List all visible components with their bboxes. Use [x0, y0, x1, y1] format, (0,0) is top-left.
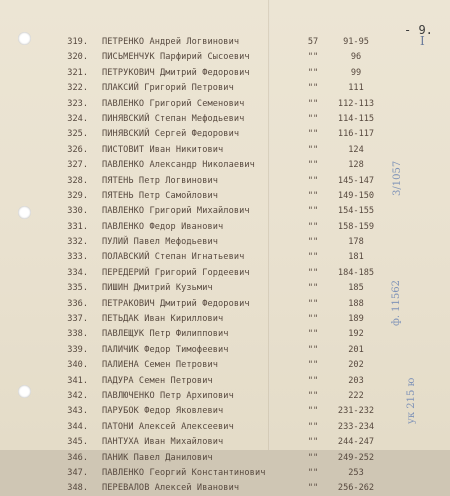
person-name: ПАВЛЕНКО Григорий Михайлович [102, 206, 250, 217]
record-row [0, 173, 450, 188]
record-row [0, 34, 450, 49]
sheet-range: 158-159 [337, 221, 375, 232]
record-row [0, 311, 450, 326]
person-name: ПИНЯВСКИЙ Сергей Федорович [102, 129, 240, 140]
sheet-range: 249-252 [337, 452, 375, 463]
volume-number: 57 [307, 37, 319, 47]
volume-number: "" [307, 252, 319, 263]
record-number: 327. [67, 160, 88, 171]
volume-number: "" [307, 129, 319, 140]
record-number: 332. [67, 237, 88, 248]
person-name: ПЕТРЕНКО Андрей Логвинович [102, 37, 240, 47]
record-row [0, 373, 450, 388]
volume-number: "" [307, 467, 319, 478]
person-name: ПАВЛЮЧЕНКО Петр Архипович [102, 390, 234, 401]
record-number: 323. [67, 98, 88, 109]
record-number: 348. [67, 483, 88, 494]
person-name: ПАРУБОК Федор Яковлевич [102, 406, 224, 417]
sheet-range: 256-262 [337, 483, 375, 494]
record-number: 346. [67, 452, 88, 463]
person-name: ПАВЛЕНКО Федор Иванович [102, 221, 224, 232]
record-row [0, 434, 450, 449]
record-number: 325. [67, 129, 88, 140]
record-row [0, 96, 450, 111]
sheet-range: 145-147 [337, 175, 375, 186]
record-number: 322. [67, 83, 88, 94]
person-name: ПАВЛЕНКО Александр Николаевич [102, 160, 255, 171]
record-row [0, 157, 450, 172]
record-list [0, 34, 450, 496]
record-row [0, 249, 450, 264]
record-row [0, 450, 450, 465]
record-row [0, 465, 450, 480]
handwritten-annotation: ук 215 ю [406, 377, 417, 424]
volume-number: "" [307, 67, 319, 78]
person-name: ПЯТЕНЬ Петр Логвинович [102, 175, 219, 186]
volume-number: "" [307, 437, 319, 448]
record-row [0, 203, 450, 218]
record-row [0, 296, 450, 311]
record-number: 339. [67, 344, 88, 355]
sheet-range: 184-185 [337, 267, 375, 278]
record-row [0, 111, 450, 126]
record-number: 330. [67, 206, 88, 217]
person-name: ПИШИН Дмитрий Кузьмич [102, 283, 213, 294]
person-name: ПАНТУХА Иван Михайлович [102, 437, 224, 448]
record-row [0, 480, 450, 495]
person-name: ПАНИК Павел Данилович [102, 452, 213, 463]
person-name: ПИСТОВИТ Иван Никитович [102, 144, 224, 155]
record-number: 324. [67, 113, 88, 124]
volume-number: "" [307, 160, 319, 171]
record-number: 319. [67, 37, 88, 47]
person-name: ПАЛИЕНА Семен Петрович [102, 360, 219, 371]
volume-number: "" [307, 344, 319, 355]
sheet-range: 202 [348, 360, 364, 371]
person-name: ПИСЬМЕНЧУК Парфирий Сысоевич [102, 52, 250, 63]
sheet-range: 114-115 [337, 113, 375, 124]
volume-number: "" [307, 483, 319, 494]
record-row [0, 49, 450, 64]
volume-number: "" [307, 283, 319, 294]
volume-number: "" [307, 98, 319, 109]
record-number: 347. [67, 467, 88, 478]
record-number: 321. [67, 67, 88, 78]
volume-number: "" [307, 329, 319, 340]
person-name: ПЛАКСИЙ Григорий Петрович [102, 83, 234, 94]
volume-number: "" [307, 298, 319, 309]
record-row [0, 342, 450, 357]
volume-number: "" [307, 314, 319, 325]
roman-numeral-mark: I [420, 34, 425, 48]
record-number: 343. [67, 406, 88, 417]
person-name: ПЕТЬДАК Иван Кириллович [102, 314, 224, 325]
person-name: ПЕТРУКОВИЧ Дмитрий Федорович [102, 67, 250, 78]
person-name: ПАДУРА Семен Петрович [102, 375, 213, 386]
volume-number: "" [307, 375, 319, 386]
sheet-range: 188 [348, 298, 364, 309]
record-number: 326. [67, 144, 88, 155]
person-name: ПАТОНИ Алексей Алексеевич [102, 421, 234, 432]
record-number: 341. [67, 375, 88, 386]
sheet-range: 189 [348, 314, 364, 325]
sheet-range: 111 [348, 83, 364, 94]
record-number: 336. [67, 298, 88, 309]
volume-number: "" [307, 83, 319, 94]
record-number: 335. [67, 283, 88, 294]
record-number: 328. [67, 175, 88, 186]
sheet-range: 149-150 [337, 190, 375, 201]
sheet-range: 233-234 [337, 421, 375, 432]
person-name: ПИНЯВСКИЙ Степан Мефодьевич [102, 113, 245, 124]
person-name: ПАВЛЕНКО Георгий Константинович [102, 467, 266, 478]
sheet-range: 201 [348, 344, 364, 355]
handwritten-annotation: ф. 11562 [391, 280, 402, 326]
record-row [0, 142, 450, 157]
volume-number: "" [307, 221, 319, 232]
volume-number: "" [307, 144, 319, 155]
record-row [0, 357, 450, 372]
volume-number: "" [307, 390, 319, 401]
volume-number: "" [307, 52, 319, 63]
sheet-range: 181 [348, 252, 364, 263]
sheet-range: 124 [348, 144, 364, 155]
sheet-range: 244-247 [337, 437, 375, 448]
record-number: 340. [67, 360, 88, 371]
sheet-range: 253 [348, 467, 364, 478]
sheet-range: 91-95 [343, 37, 369, 47]
volume-number: "" [307, 237, 319, 248]
person-name: ПУЛИЙ Павел Мефодьевич [102, 237, 219, 248]
person-name: ПАВЛЕНКО Григорий Семенович [102, 98, 245, 109]
record-number: 331. [67, 221, 88, 232]
sheet-range: 99 [350, 67, 362, 78]
person-name: ПОЛАВСКИЙ Степан Игнатьевич [102, 252, 245, 263]
sheet-range: 96 [350, 52, 362, 63]
record-row [0, 234, 450, 249]
sheet-range: 112-113 [337, 98, 375, 109]
sheet-range: 222 [348, 390, 364, 401]
volume-number: "" [307, 360, 319, 371]
volume-number: "" [307, 406, 319, 417]
person-name: ПЕРЕДЕРИЙ Григорий Гордеевич [102, 267, 250, 278]
record-number: 345. [67, 437, 88, 448]
person-name: ПАЛИЧИК Федор Тимофеевич [102, 344, 229, 355]
person-name: ПАВЛЕЩУК Петр Филиппович [102, 329, 229, 340]
sheet-range: 185 [348, 283, 364, 294]
person-name: ПЕРЕВАЛОВ Алексей Иванович [102, 483, 240, 494]
record-number: 333. [67, 252, 88, 263]
volume-number: "" [307, 190, 319, 201]
record-row [0, 65, 450, 80]
volume-number: "" [307, 421, 319, 432]
record-number: 344. [67, 421, 88, 432]
record-row [0, 419, 450, 434]
volume-number: "" [307, 113, 319, 124]
record-row [0, 388, 450, 403]
sheet-range: 128 [348, 160, 364, 171]
record-number: 320. [67, 52, 88, 63]
volume-number: "" [307, 452, 319, 463]
volume-number: "" [307, 206, 319, 217]
record-row [0, 265, 450, 280]
record-row [0, 80, 450, 95]
record-number: 337. [67, 314, 88, 325]
record-number: 342. [67, 390, 88, 401]
sheet-range: 192 [348, 329, 364, 340]
record-number: 329. [67, 190, 88, 201]
handwritten-annotation: 3/1057 [392, 160, 403, 196]
volume-number: "" [307, 267, 319, 278]
sheet-range: 231-232 [337, 406, 375, 417]
person-name: ПЕТРАКОВИЧ Дмитрий Федорович [102, 298, 250, 309]
sheet-range: 178 [348, 237, 364, 248]
record-row [0, 126, 450, 141]
record-number: 338. [67, 329, 88, 340]
sheet-range: 203 [348, 375, 364, 386]
volume-number: "" [307, 175, 319, 186]
person-name: ПЯТЕНЬ Петр Самойлович [102, 190, 219, 201]
sheet-range: 154-155 [337, 206, 375, 217]
record-row [0, 403, 450, 418]
record-number: 334. [67, 267, 88, 278]
record-row [0, 326, 450, 341]
record-row [0, 280, 450, 295]
sheet-range: 116-117 [337, 129, 375, 140]
page-number: - 9. [404, 23, 433, 37]
record-row [0, 188, 450, 203]
record-row [0, 219, 450, 234]
